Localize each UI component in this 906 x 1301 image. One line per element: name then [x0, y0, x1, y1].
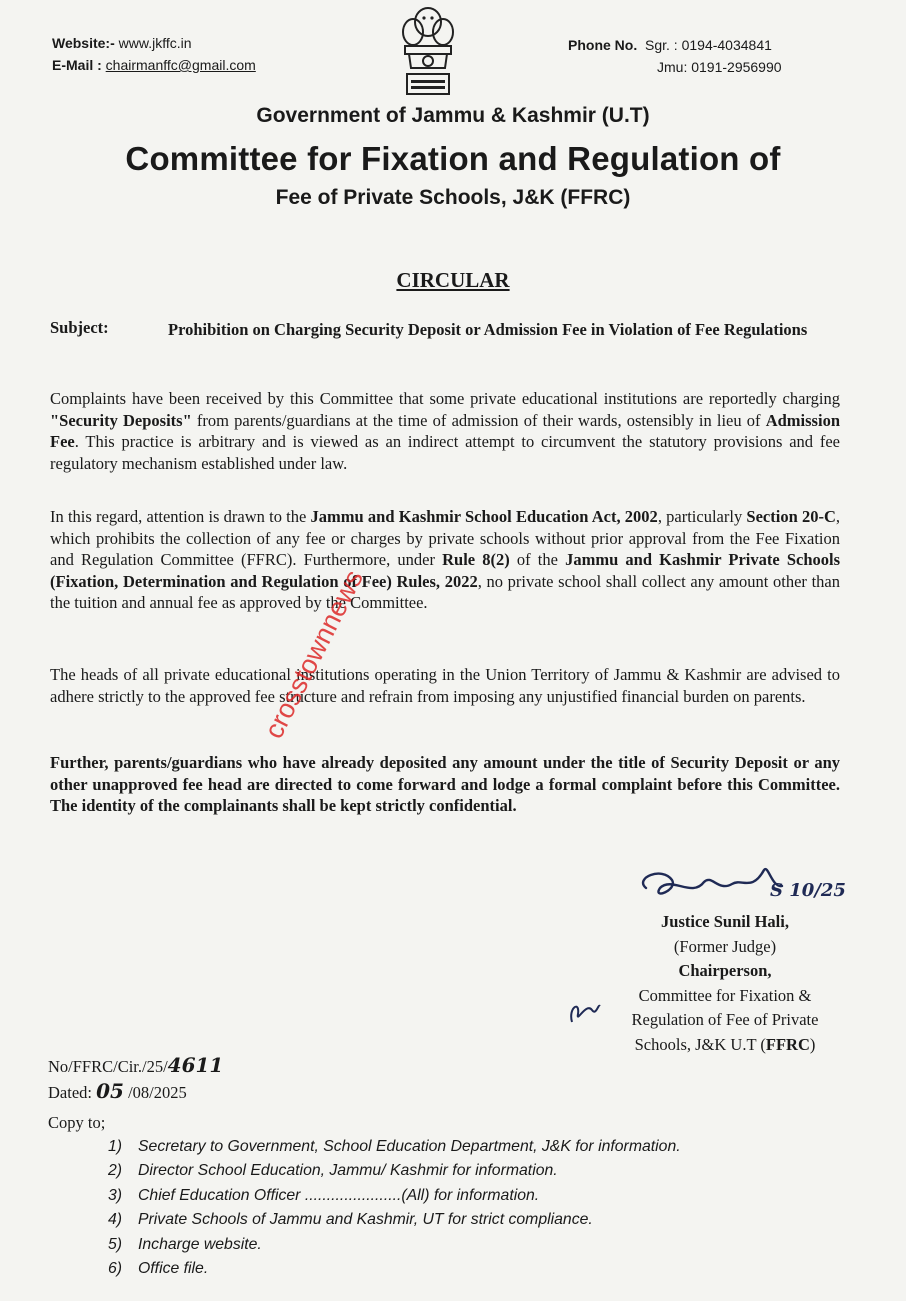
subject-text: Prohibition on Charging Security Deposit or Admission Fee in Violation of Fee Regulations — [168, 320, 808, 339]
list-item: 2) Director School Education, Jammu/ Kashmir for information. — [108, 1162, 558, 1180]
list-item: 3) Chief Education Officer ......................(All) for information. — [108, 1186, 540, 1204]
list-item: 1) Secretary to Government, School Education Department, J&K for information. — [108, 1138, 681, 1155]
phone-label: Phone No. — [568, 37, 638, 53]
website-line: Website:- www.jkffc.in — [52, 35, 192, 51]
list-item: 6) Office file. — [108, 1260, 209, 1278]
signature-block — [560, 910, 890, 1058]
subject-label: Subject: — [50, 318, 109, 337]
list-item: 5) Incharge website. — [108, 1235, 262, 1253]
list-item: 4) Private Schools of Jammu and Kashmir, UT for strict compliance. — [108, 1211, 593, 1229]
signatory-org-1: Committee for Fixation & — [638, 985, 812, 1005]
reference-date: Dated: 05 /08/2025 — [48, 1079, 187, 1103]
contact-block — [52, 32, 256, 76]
signature-scribble — [632, 858, 852, 918]
paragraph-3: The heads of all private educational institutions operating in the Union Territory of Jammu & Kashmir are advised to adhere strictly to the approved fee structure and refrain from imposing any unjustified financial burden on parents. — [50, 665, 840, 706]
website-link[interactable]: www.jkffc.in — [118, 35, 192, 51]
watermark: crosstownnews — [258, 565, 369, 744]
initials-mark-icon — [566, 996, 602, 1033]
reference-number: No/FFRC/Cir./25/4611 — [48, 1053, 224, 1077]
signatory-title: Chairperson, — [678, 961, 772, 981]
signature-date: S 10/25 — [770, 880, 846, 901]
email-link[interactable]: chairmanffc@gmail.com — [105, 57, 256, 73]
paragraph-4: Further, parents/guardians who have already deposited any amount under the title of Security Deposit or any other unapproved fee head are directed to come forward and lodge a formal complaint before this Committee. The identity of the complainants shall be kept strictly confidential. — [50, 753, 840, 816]
phone-sgr: Sgr. : 0194-4034841 — [645, 37, 772, 53]
copy-to-label: Copy to; — [48, 1113, 106, 1132]
phone-block — [568, 34, 782, 78]
email-line: E-Mail : chairmanffc@gmail.com — [52, 57, 256, 73]
copy-list — [108, 1135, 681, 1281]
paragraph-2: In this regard, attention is drawn to the Jammu and Kashmir School Education Act, 2002, particularly Section 20-C, which prohibits the collection of any fee or charges by private schools without prior approval from the Fee Fixation and Regulation Committee (FFRC). Furthermore, under Rule 8(2) of the Jammu and Kashmir Private Schools (Fixation, Determination and Regulation of Fee) Rules, 2022, no private school shall collect any amount other than the tuition and annual fee as approved by the Committee. — [50, 507, 841, 613]
committee-subtitle: Fee of Private Schools, J&K (FFRC) — [275, 186, 631, 209]
signatory-org-3: Schools, J&K U.T (FFRC) — [634, 1034, 816, 1054]
circular-heading: CIRCULAR — [396, 268, 510, 292]
signatory-org-2: Regulation of Fee of Private — [631, 1010, 819, 1030]
signatory-name: Justice Sunil Hali, — [661, 912, 789, 931]
signatory-former: (Former Judge) — [673, 936, 777, 956]
national-emblem-icon — [393, 2, 463, 102]
phone-jmu: Jmu: 0191-2956990 — [657, 59, 782, 75]
paragraph-1: Complaints have been received by this Committee that some private educational institutions are reportedly charging "Security Deposits" from parents/guardians at the time of admission of their wards, ostensibly in lieu of Admission Fee. This practice is arbitrary and is viewed as an indirect attempt to circumvent the statutory provisions and fee regulatory mechanism established under law. — [50, 389, 840, 473]
committee-title: Committee for Fixation and Regulation of — [125, 140, 781, 177]
government-line: Government of Jammu & Kashmir (U.T) — [256, 104, 650, 127]
